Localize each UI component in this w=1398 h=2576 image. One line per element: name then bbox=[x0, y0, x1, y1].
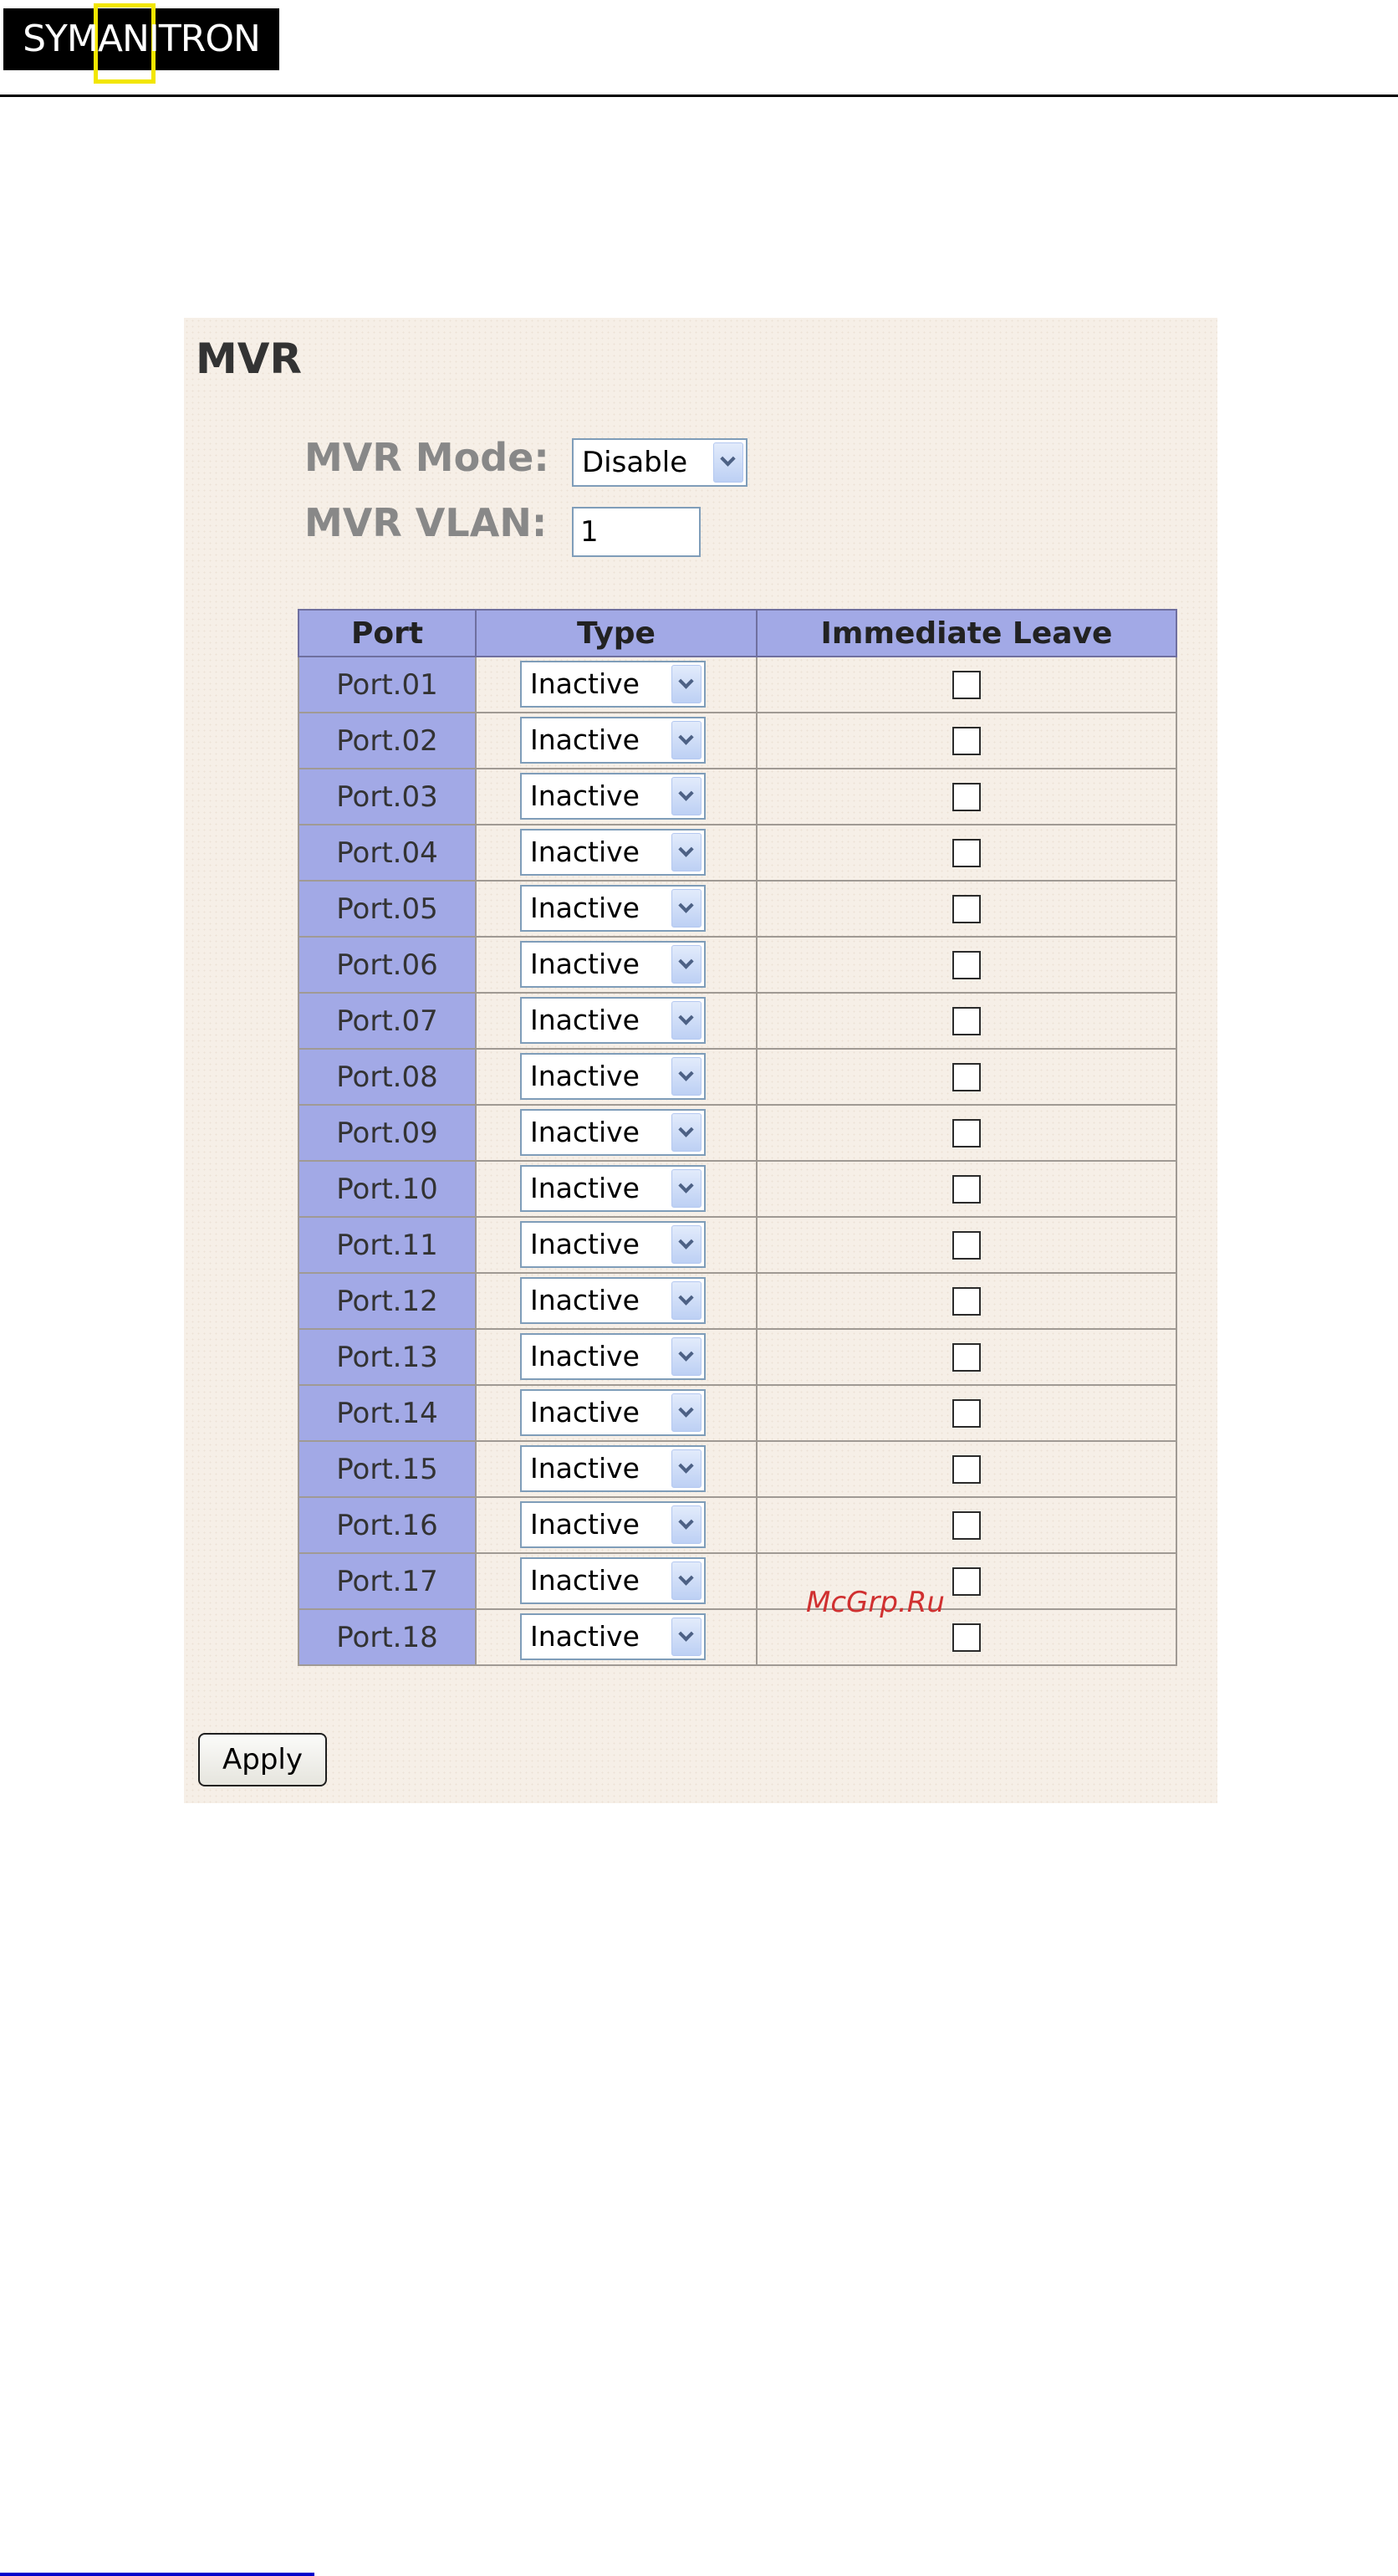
type-cell bbox=[476, 937, 757, 993]
port-type-select[interactable] bbox=[520, 717, 706, 764]
table-row bbox=[298, 1497, 1176, 1553]
type-cell bbox=[476, 1105, 757, 1161]
port-type-select[interactable] bbox=[520, 829, 706, 876]
symanitron-logo bbox=[3, 8, 279, 70]
chevron-down-icon[interactable] bbox=[671, 1057, 702, 1096]
immediate-leave-cell bbox=[757, 713, 1176, 769]
port-name-cell: Port.05 bbox=[298, 881, 476, 937]
type-cell bbox=[476, 657, 757, 713]
immediate-leave-checkbox[interactable] bbox=[952, 1063, 981, 1091]
table-row bbox=[298, 1161, 1176, 1217]
table-row bbox=[298, 1105, 1176, 1161]
port-type-select[interactable] bbox=[520, 997, 706, 1044]
chevron-down-icon[interactable] bbox=[671, 945, 702, 984]
immediate-leave-cell bbox=[757, 769, 1176, 825]
immediate-leave-checkbox[interactable] bbox=[952, 951, 981, 979]
port-type-value: Inactive bbox=[530, 1452, 640, 1485]
chevron-down-icon[interactable] bbox=[671, 1561, 702, 1600]
type-cell bbox=[476, 1441, 757, 1497]
mvr-table-body bbox=[298, 657, 1176, 1665]
mvr-vlan-label: MVR VLAN: bbox=[304, 500, 548, 545]
watermark: McGrp.Ru bbox=[806, 1586, 945, 1619]
type-cell bbox=[476, 769, 757, 825]
table-row bbox=[298, 993, 1176, 1049]
port-name-cell: Port.18 bbox=[298, 1609, 476, 1665]
table-row bbox=[298, 1385, 1176, 1441]
immediate-leave-checkbox[interactable] bbox=[952, 1399, 981, 1428]
port-type-value: Inactive bbox=[530, 1004, 640, 1036]
chevron-down-icon[interactable] bbox=[671, 833, 702, 871]
immediate-leave-cell bbox=[757, 937, 1176, 993]
port-type-value: Inactive bbox=[530, 1396, 640, 1429]
immediate-leave-checkbox[interactable] bbox=[952, 671, 981, 699]
logo-text: SYMANITRON bbox=[23, 18, 260, 60]
table-header-row bbox=[298, 610, 1176, 657]
type-cell bbox=[476, 1273, 757, 1329]
mvr-mode-select[interactable] bbox=[572, 438, 747, 487]
immediate-leave-checkbox[interactable] bbox=[952, 783, 981, 811]
immediate-leave-checkbox[interactable] bbox=[952, 895, 981, 923]
page-title: MVR bbox=[196, 335, 302, 383]
type-cell bbox=[476, 825, 757, 881]
port-name-cell: Port.08 bbox=[298, 1049, 476, 1105]
port-type-value: Inactive bbox=[530, 892, 640, 924]
immediate-leave-checkbox[interactable] bbox=[952, 1567, 981, 1596]
port-name-cell: Port.04 bbox=[298, 825, 476, 881]
table-row bbox=[298, 713, 1176, 769]
type-cell bbox=[476, 1385, 757, 1441]
port-name-cell: Port.10 bbox=[298, 1161, 476, 1217]
port-name-cell: Port.01 bbox=[298, 657, 476, 713]
port-name-cell: Port.12 bbox=[298, 1273, 476, 1329]
chevron-down-icon[interactable] bbox=[671, 1169, 702, 1208]
chevron-down-icon[interactable] bbox=[671, 889, 702, 928]
port-type-value: Inactive bbox=[530, 948, 640, 980]
immediate-leave-checkbox[interactable] bbox=[952, 1231, 981, 1260]
port-type-select[interactable] bbox=[520, 1053, 706, 1100]
type-cell bbox=[476, 1497, 757, 1553]
immediate-leave-checkbox[interactable] bbox=[952, 1287, 981, 1316]
port-type-value: Inactive bbox=[530, 1060, 640, 1092]
port-type-value: Inactive bbox=[530, 1564, 640, 1597]
type-cell bbox=[476, 1217, 757, 1273]
immediate-leave-cell bbox=[757, 1105, 1176, 1161]
table-row bbox=[298, 1273, 1176, 1329]
table-row bbox=[298, 1609, 1176, 1665]
mvr-vlan-input[interactable] bbox=[572, 507, 701, 557]
type-cell bbox=[476, 1049, 757, 1105]
table-row bbox=[298, 881, 1176, 937]
type-cell bbox=[476, 993, 757, 1049]
port-name-cell: Port.09 bbox=[298, 1105, 476, 1161]
port-name-cell: Port.14 bbox=[298, 1385, 476, 1441]
chevron-down-icon[interactable] bbox=[671, 1225, 702, 1264]
port-type-select[interactable] bbox=[520, 885, 706, 932]
mvr-panel bbox=[184, 318, 1217, 1803]
immediate-leave-checkbox[interactable] bbox=[952, 1175, 981, 1204]
immediate-leave-checkbox[interactable] bbox=[952, 727, 981, 755]
immediate-leave-cell bbox=[757, 1497, 1176, 1553]
port-name-cell: Port.03 bbox=[298, 769, 476, 825]
column-header-immediate-leave: Immediate Leave bbox=[757, 610, 1176, 657]
apply-button[interactable]: Apply bbox=[198, 1733, 327, 1786]
port-name-cell: Port.17 bbox=[298, 1553, 476, 1609]
table-row bbox=[298, 937, 1176, 993]
immediate-leave-cell bbox=[757, 1329, 1176, 1385]
immediate-leave-cell bbox=[757, 1217, 1176, 1273]
header-divider bbox=[0, 95, 1398, 97]
port-name-cell: Port.06 bbox=[298, 937, 476, 993]
type-cell bbox=[476, 1553, 757, 1609]
footer-rule bbox=[0, 2573, 314, 2576]
immediate-leave-checkbox[interactable] bbox=[952, 1007, 981, 1035]
port-type-select[interactable] bbox=[520, 1109, 706, 1156]
chevron-down-icon[interactable] bbox=[713, 442, 743, 483]
port-type-value: Inactive bbox=[530, 723, 640, 756]
immediate-leave-cell bbox=[757, 1161, 1176, 1217]
port-type-select[interactable] bbox=[520, 1557, 706, 1604]
type-cell bbox=[476, 1329, 757, 1385]
port-type-select[interactable] bbox=[520, 1165, 706, 1212]
mvr-mode-value: Disable bbox=[582, 446, 688, 479]
column-header-type: Type bbox=[476, 610, 757, 657]
immediate-leave-checkbox[interactable] bbox=[952, 1623, 981, 1652]
port-type-value: Inactive bbox=[530, 779, 640, 812]
chevron-down-icon[interactable] bbox=[671, 1001, 702, 1040]
immediate-leave-checkbox[interactable] bbox=[952, 1455, 981, 1484]
port-type-value: Inactive bbox=[530, 1340, 640, 1372]
port-type-select[interactable] bbox=[520, 1333, 706, 1380]
type-cell bbox=[476, 1609, 757, 1665]
port-type-select[interactable] bbox=[520, 1613, 706, 1660]
chevron-down-icon[interactable] bbox=[671, 1618, 702, 1656]
immediate-leave-cell bbox=[757, 1273, 1176, 1329]
mvr-mode-label: MVR Mode: bbox=[304, 435, 549, 480]
chevron-down-icon[interactable] bbox=[671, 665, 702, 703]
immediate-leave-cell bbox=[757, 993, 1176, 1049]
table-row bbox=[298, 1441, 1176, 1497]
chevron-down-icon[interactable] bbox=[671, 777, 702, 815]
chevron-down-icon[interactable] bbox=[671, 1281, 702, 1320]
table-row bbox=[298, 1329, 1176, 1385]
table-row bbox=[298, 825, 1176, 881]
table-row bbox=[298, 769, 1176, 825]
type-cell bbox=[476, 1161, 757, 1217]
immediate-leave-cell bbox=[757, 1441, 1176, 1497]
immediate-leave-cell bbox=[757, 1049, 1176, 1105]
port-name-cell: Port.13 bbox=[298, 1329, 476, 1385]
table-row bbox=[298, 1553, 1176, 1609]
chevron-down-icon[interactable] bbox=[671, 721, 702, 759]
port-name-cell: Port.16 bbox=[298, 1497, 476, 1553]
port-name-cell: Port.11 bbox=[298, 1217, 476, 1273]
port-type-value: Inactive bbox=[530, 667, 640, 700]
column-header-port: Port bbox=[298, 610, 476, 657]
mvr-port-table bbox=[298, 609, 1177, 1666]
immediate-leave-checkbox[interactable] bbox=[952, 1119, 981, 1147]
immediate-leave-cell bbox=[757, 657, 1176, 713]
chevron-down-icon[interactable] bbox=[671, 1505, 702, 1544]
table-row bbox=[298, 1049, 1176, 1105]
chevron-down-icon[interactable] bbox=[671, 1393, 702, 1432]
port-type-value: Inactive bbox=[530, 836, 640, 868]
immediate-leave-checkbox[interactable] bbox=[952, 1511, 981, 1540]
immediate-leave-cell bbox=[757, 1385, 1176, 1441]
port-type-select[interactable] bbox=[520, 1501, 706, 1548]
table-row bbox=[298, 1217, 1176, 1273]
port-type-select[interactable] bbox=[520, 941, 706, 988]
port-type-value: Inactive bbox=[530, 1284, 640, 1316]
port-type-select[interactable] bbox=[520, 1221, 706, 1268]
port-type-value: Inactive bbox=[530, 1620, 640, 1653]
table-row bbox=[298, 657, 1176, 713]
port-type-select[interactable] bbox=[520, 1389, 706, 1436]
immediate-leave-checkbox[interactable] bbox=[952, 1343, 981, 1372]
chevron-down-icon[interactable] bbox=[671, 1337, 702, 1376]
immediate-leave-cell bbox=[757, 825, 1176, 881]
port-type-value: Inactive bbox=[530, 1508, 640, 1541]
port-type-select[interactable] bbox=[520, 773, 706, 820]
type-cell bbox=[476, 713, 757, 769]
immediate-leave-checkbox[interactable] bbox=[952, 839, 981, 867]
port-type-value: Inactive bbox=[530, 1116, 640, 1148]
port-name-cell: Port.07 bbox=[298, 993, 476, 1049]
type-cell bbox=[476, 881, 757, 937]
port-type-value: Inactive bbox=[530, 1228, 640, 1260]
port-type-select[interactable] bbox=[520, 661, 706, 708]
port-type-select[interactable] bbox=[520, 1445, 706, 1492]
immediate-leave-cell bbox=[757, 881, 1176, 937]
chevron-down-icon[interactable] bbox=[671, 1449, 702, 1488]
port-name-cell: Port.15 bbox=[298, 1441, 476, 1497]
port-type-select[interactable] bbox=[520, 1277, 706, 1324]
port-type-value: Inactive bbox=[530, 1172, 640, 1204]
chevron-down-icon[interactable] bbox=[671, 1113, 702, 1152]
port-name-cell: Port.02 bbox=[298, 713, 476, 769]
